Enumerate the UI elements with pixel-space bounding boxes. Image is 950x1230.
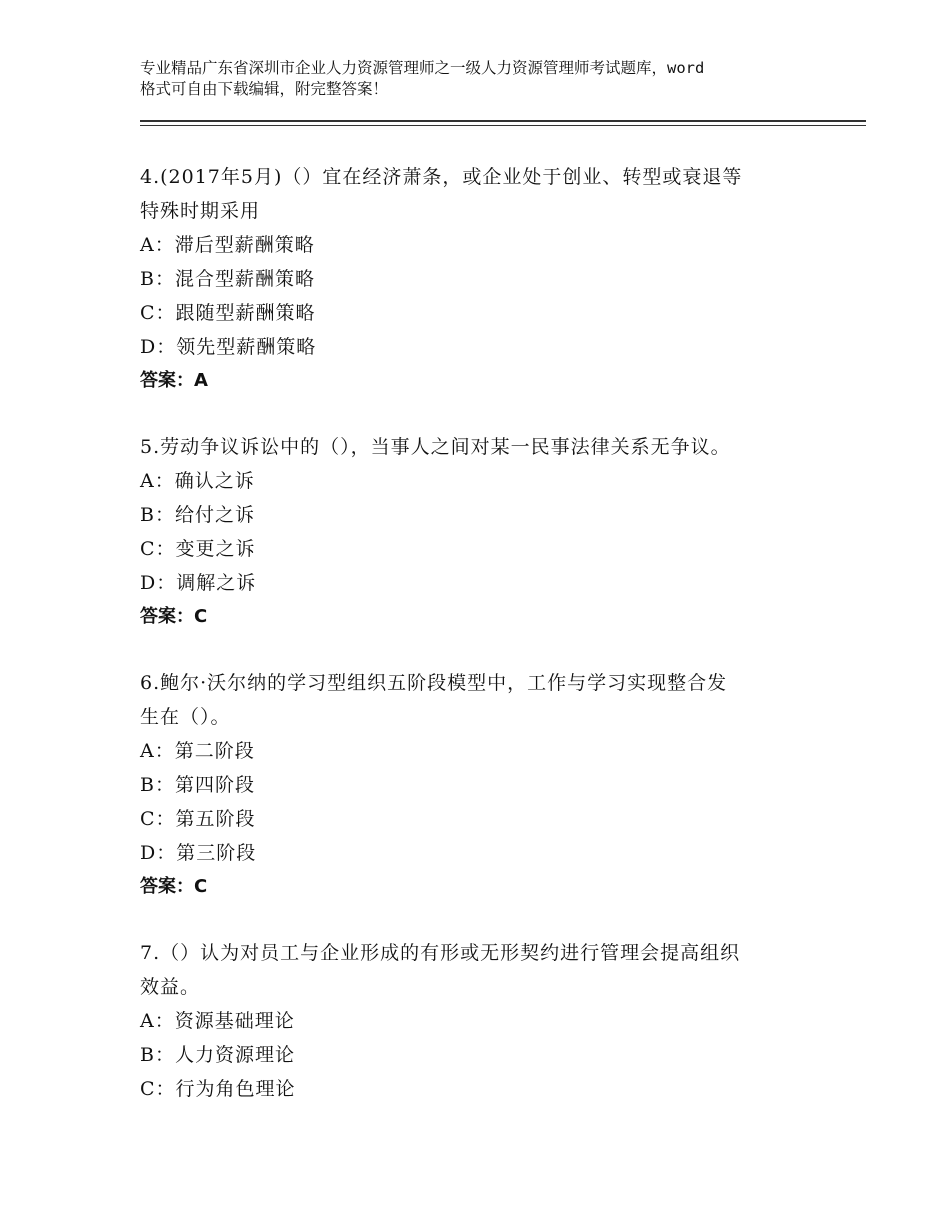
- option-a: A：滞后型薪酬策略: [140, 234, 315, 256]
- question-stem-line: 特殊时期采用: [140, 200, 261, 222]
- option-d: D：领先型薪酬策略: [140, 336, 317, 358]
- header-line-1: 专业精品广东省深圳市企业人力资源管理师之一级人力资源管理师考试题库，word: [140, 59, 705, 77]
- question-stem-line: 4.(2017年5月)（）宜在经济萧条，或企业处于创业、转型或衰退等: [140, 166, 743, 188]
- option-b: B：给付之诉: [140, 504, 255, 526]
- option-a: A：资源基础理论: [140, 1010, 295, 1032]
- document-header: [140, 58, 840, 100]
- question-4: [140, 160, 820, 398]
- question-list: [140, 160, 820, 1138]
- option-d: D：第三阶段: [140, 842, 257, 864]
- option-a: A：确认之诉: [140, 470, 255, 492]
- header-line-2: 格式可自由下载编辑，附完整答案！: [140, 80, 389, 98]
- option-c: C：第五阶段: [140, 808, 256, 830]
- option-b: B：人力资源理论: [140, 1044, 295, 1066]
- question-5: [140, 430, 820, 634]
- answer: 答案：C: [140, 606, 208, 627]
- option-c: C：跟随型薪酬策略: [140, 302, 316, 324]
- option-c: C：变更之诉: [140, 538, 256, 560]
- option-b: B：混合型薪酬策略: [140, 268, 315, 290]
- header-divider-thick: [140, 120, 866, 122]
- option-a: A：第二阶段: [140, 740, 255, 762]
- option-b: B：第四阶段: [140, 774, 255, 796]
- option-d: D：调解之诉: [140, 572, 257, 594]
- answer: 答案：A: [140, 370, 208, 391]
- header-divider-thin: [140, 125, 866, 126]
- question-stem-line: 效益。: [140, 976, 201, 998]
- question-stem-line: 5.劳动争议诉讼中的（），当事人之间对某一民事法律关系无争议。: [140, 436, 731, 458]
- question-stem-line: 生在（）。: [140, 706, 231, 728]
- question-6: [140, 666, 820, 904]
- question-7: [140, 936, 820, 1106]
- question-stem-line: 6.鲍尔·沃尔纳的学习型组织五阶段模型中，工作与学习实现整合发: [140, 672, 728, 694]
- answer: 答案：C: [140, 876, 208, 897]
- question-stem-line: 7.（）认为对员工与企业形成的有形或无形契约进行管理会提高组织: [140, 942, 741, 964]
- option-c: C：行为角色理论: [140, 1078, 296, 1100]
